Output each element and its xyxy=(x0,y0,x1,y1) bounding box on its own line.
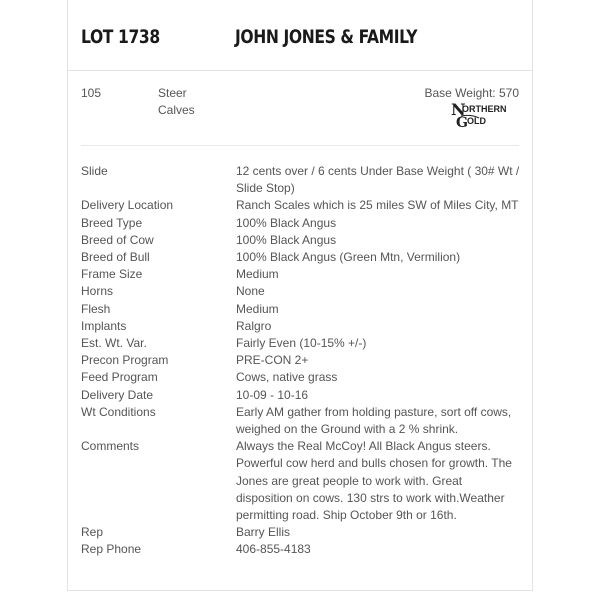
detail-row xyxy=(81,197,521,214)
detail-label: Flesh xyxy=(81,301,111,316)
svg-text:OLD: OLD xyxy=(467,116,486,126)
detail-row xyxy=(81,249,521,266)
detail-value: 100% Black Angus (Green Mtn, Vermilion) xyxy=(236,250,461,265)
detail-row xyxy=(81,369,521,386)
detail-label: Delivery Date xyxy=(81,387,154,402)
detail-row xyxy=(81,232,521,249)
detail-value: 100% Black Angus xyxy=(236,215,337,230)
northern-gold-logo xyxy=(451,102,519,128)
detail-label: Breed of Cow xyxy=(81,232,154,247)
detail-value: Ralgro xyxy=(236,318,272,333)
detail-value: Barry Ellis xyxy=(236,525,291,540)
consignor-name: JOHN JONES & FAMILY xyxy=(235,26,418,48)
detail-row xyxy=(81,266,521,283)
svg-text:G: G xyxy=(456,115,468,128)
detail-label: Precon Program xyxy=(81,353,169,368)
detail-row xyxy=(81,301,521,318)
detail-value: Cows, native grass xyxy=(236,370,338,385)
detail-label: Feed Program xyxy=(81,370,158,385)
detail-row xyxy=(81,283,521,300)
detail-row xyxy=(81,335,521,352)
detail-label: Rep Phone xyxy=(81,542,142,557)
detail-value: Fairly Even (10-15% +/-) xyxy=(236,336,367,351)
detail-value: 100% Black Angus xyxy=(236,232,337,247)
detail-label: Delivery Location xyxy=(81,198,174,213)
lot-details xyxy=(81,163,521,559)
lot-number: LOT 1738 xyxy=(81,26,160,48)
detail-value: 12 cents over / 6 cents Under Base Weight ( 30# Wt / Slide Stop) xyxy=(236,164,520,196)
detail-row xyxy=(81,215,521,232)
detail-value: Always the Real McCoy! All Black Angus steers. Powerful cow herd and bulls chosen for growth. The Jones are great people to work with. Great disposition on cows. 130 strs to work with.Weather permitting road. Ship October 9th or 16th. xyxy=(236,439,512,523)
detail-label: Frame Size xyxy=(81,267,143,282)
detail-value: None xyxy=(236,284,265,299)
detail-row xyxy=(81,387,521,404)
svg-text:ORTHERN: ORTHERN xyxy=(462,104,507,114)
detail-value: Medium xyxy=(236,301,279,316)
detail-row xyxy=(81,318,521,335)
lot-header xyxy=(68,0,532,71)
svg-text:N: N xyxy=(451,102,466,119)
detail-label: Implants xyxy=(81,318,127,333)
base-weight: Base Weight: 570 xyxy=(424,86,519,100)
detail-row xyxy=(81,163,521,197)
cattle-type: Steer Calves xyxy=(158,86,195,117)
detail-label: Breed of Bull xyxy=(81,250,150,265)
detail-label: Rep xyxy=(81,525,104,540)
detail-label: Comments xyxy=(81,439,140,454)
detail-row xyxy=(81,541,521,558)
detail-value: Ranch Scales which is 25 miles SW of Miles City, MT xyxy=(236,198,519,213)
lot-card xyxy=(67,0,533,591)
detail-label: Wt Conditions xyxy=(81,404,156,419)
lot-summary xyxy=(81,71,519,146)
detail-row xyxy=(81,524,521,541)
detail-label: Horns xyxy=(81,284,114,299)
detail-label: Est. Wt. Var. xyxy=(81,336,147,351)
head-count: 105 xyxy=(81,86,102,100)
detail-value: 10-09 - 10-16 xyxy=(236,387,309,402)
detail-row xyxy=(81,352,521,369)
detail-row xyxy=(81,404,521,438)
detail-value: 406-855-4183 xyxy=(236,542,311,557)
detail-value: Early AM gather from holding pasture, sort off cows, weighed on the Ground with a 2 % shrink. xyxy=(236,404,512,437)
detail-value: Medium xyxy=(236,267,279,282)
detail-label: Breed Type xyxy=(81,215,143,230)
detail-row xyxy=(81,438,521,524)
detail-label: Slide xyxy=(81,164,108,178)
detail-value: PRE-CON 2+ xyxy=(236,353,309,368)
